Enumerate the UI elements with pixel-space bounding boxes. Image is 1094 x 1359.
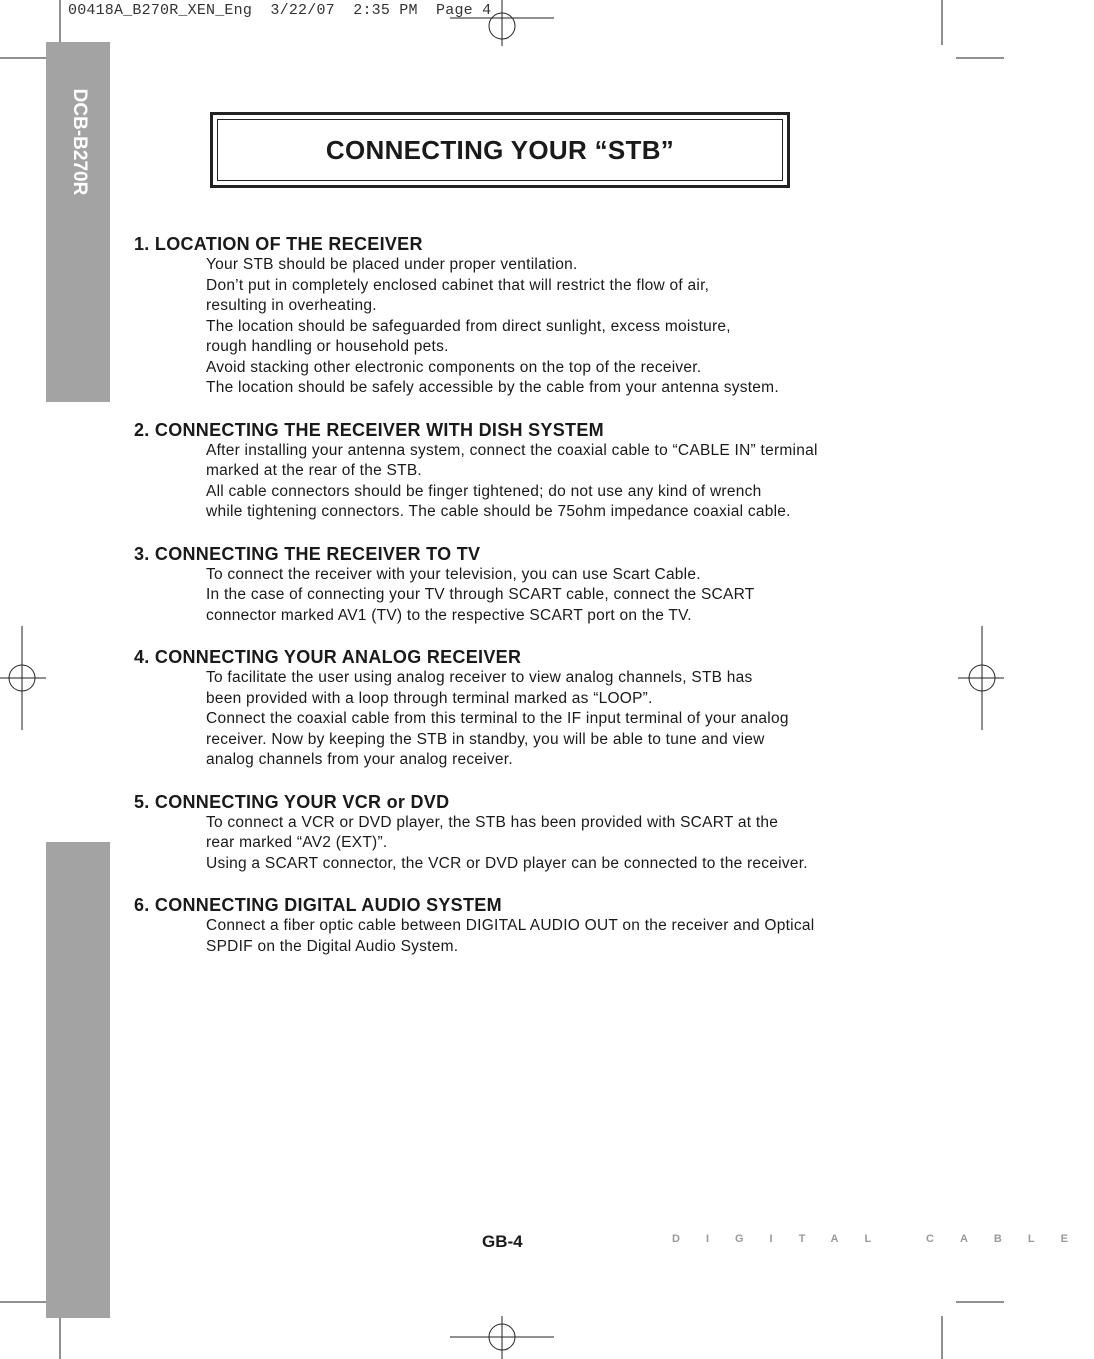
- section-vcr-dvd: [134, 791, 874, 875]
- section-heading: 1. LOCATION OF THE RECEIVER: [134, 234, 423, 254]
- section-heading: 2. CONNECTING THE RECEIVER WITH DISH SYSTEM: [134, 419, 604, 440]
- section-tv: [134, 543, 874, 627]
- section-heading: 6. CONNECTING DIGITAL AUDIO SYSTEM: [134, 895, 502, 915]
- model-label: DCB-B270R: [69, 88, 90, 196]
- section-line: Avoid stacking other electronic components on the top of the receiver.: [206, 358, 702, 376]
- section-dish-system: [134, 419, 874, 523]
- section-line: Connect the coaxial cable from this terminal to the IF input terminal of your analog: [206, 710, 789, 727]
- registration-mark-right: [958, 626, 1004, 730]
- section-line: All cable connectors should be finger tightened; do not use any kind of wrench: [206, 482, 762, 500]
- registration-mark-top: [450, 0, 554, 46]
- section-line: The location should be safely accessible by the cable from your antenna system.: [206, 379, 779, 396]
- section-analog-receiver: [134, 646, 874, 771]
- section-line: To facilitate the user using analog receiver to view analog channels, STB has: [206, 669, 753, 686]
- title-box: [210, 112, 790, 188]
- section-line: To connect the receiver with your television, you can use Scart Cable.: [206, 565, 701, 583]
- section-line: Using a SCART connector, the VCR or DVD player can be connected to the receiver.: [206, 854, 808, 872]
- side-band-bottom: [46, 842, 110, 1318]
- section-line: The location should be safeguarded from direct sunlight, excess moisture,: [206, 317, 731, 335]
- section-line: rough handling or household pets.: [206, 338, 449, 355]
- footer-tag: DIGITAL CABLE: [672, 1233, 1094, 1245]
- section-heading: 5. CONNECTING YOUR VCR or DVD: [134, 791, 450, 812]
- crop-mark-top-right: [940, 0, 1004, 60]
- title-box-inner: [217, 119, 783, 181]
- page-number: GB-4: [482, 1232, 523, 1251]
- section-location: [134, 233, 874, 399]
- page-title: CONNECTING YOUR “STB”: [325, 134, 675, 165]
- crop-mark-bottom-right: [940, 1300, 1004, 1359]
- section-line: Don’t put in completely enclosed cabinet that will restrict the flow of air,: [206, 276, 710, 294]
- section-line: rear marked “AV2 (EXT)”.: [206, 834, 388, 851]
- section-line: marked at the rear of the STB.: [206, 462, 422, 479]
- content: [134, 233, 874, 977]
- section-heading: 4. CONNECTING YOUR ANALOG RECEIVER: [134, 647, 522, 667]
- section-line: After installing your antenna system, connect the coaxial cable to “CABLE IN” terminal: [206, 441, 818, 459]
- section-line: while tightening connectors. The cable should be 75ohm impedance coaxial cable.: [206, 503, 791, 520]
- section-line: receiver. Now by keeping the STB in standby, you will be able to tune and view: [206, 730, 765, 748]
- section-line: Connect a fiber optic cable between DIGITAL AUDIO OUT on the receiver and Optical: [206, 917, 815, 934]
- section-line: To connect a VCR or DVD player, the STB has been provided with SCART at the: [206, 813, 779, 831]
- section-line: SPDIF on the Digital Audio System.: [206, 937, 459, 955]
- registration-mark-left: [0, 626, 46, 730]
- section-digital-audio: [134, 894, 874, 957]
- section-heading: 3. CONNECTING THE RECEIVER TO TV: [134, 543, 481, 564]
- section-line: resulting in overheating.: [206, 297, 377, 314]
- section-line: In the case of connecting your TV through SCART cable, connect the SCART: [206, 586, 755, 603]
- section-line: been provided with a loop through terminal marked as “LOOP”.: [206, 689, 653, 707]
- print-header: 00418A_B270R_XEN_Eng 3/22/07 2:35 PM Page 4: [68, 2, 492, 19]
- section-line: connector marked AV1 (TV) to the respective SCART port on the TV.: [206, 606, 692, 624]
- registration-mark-bottom: [450, 1316, 554, 1359]
- section-line: Your STB should be placed under proper ventilation.: [206, 256, 578, 273]
- section-line: analog channels from your analog receiver.: [206, 751, 513, 768]
